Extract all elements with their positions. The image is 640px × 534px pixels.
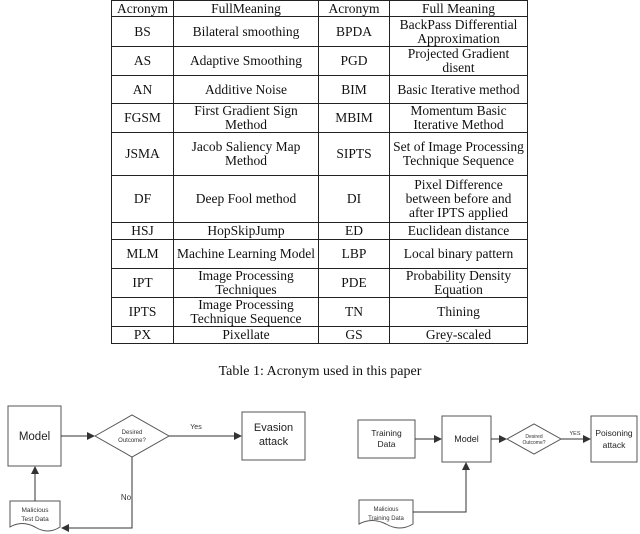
full-meaning-cell: Bilateral smoothing: [174, 17, 319, 47]
acronym-cell: MLM: [112, 240, 174, 269]
evasion-label-line1: Evasion: [253, 422, 294, 434]
table-caption: Table 1: Acronym used in this paper: [218, 364, 422, 379]
acronym-cell: DI: [319, 176, 390, 223]
acronym-cell: FGSM: [112, 104, 174, 133]
full-meaning-cell: HopSkipJump: [174, 223, 319, 240]
decision-label-line2: Outcome?: [522, 440, 546, 446]
table-row: [112, 76, 528, 104]
full-meaning-cell: Additive Noise: [174, 76, 319, 104]
decision-diamond: [95, 415, 169, 457]
decision-label-line1: Desired: [121, 430, 143, 436]
header-acronym-2: Acronym: [319, 1, 390, 17]
full-meaning-cell: Pixellate: [174, 327, 319, 344]
poisoning-label-line1: Poisoning: [595, 428, 633, 438]
full-meaning-cell: Euclidean distance: [390, 223, 528, 240]
full-meaning-cell: Grey-scaled: [390, 327, 528, 344]
acronym-cell: BPDA: [319, 17, 390, 47]
full-meaning-cell: Thining: [390, 298, 528, 327]
acronym-cell: IPT: [112, 269, 174, 298]
acronym-cell: JSMA: [112, 133, 174, 176]
poisoning-attack-box: [591, 416, 637, 462]
table-row: [112, 269, 528, 298]
acronym-cell: MBIM: [319, 104, 390, 133]
table-header-row: [112, 1, 528, 17]
full-meaning-cell: Basic Iterative method: [390, 76, 528, 104]
table-row: [112, 298, 528, 327]
acronym-cell: ED: [319, 223, 390, 240]
header-acronym-1: Acronym: [112, 1, 174, 17]
yes-label: Yes: [190, 424, 202, 431]
poisoning-attack-diagram: [358, 416, 637, 528]
acronym-cell: SIPTS: [319, 133, 390, 176]
input-label-line1: Malicious: [373, 507, 399, 513]
full-meaning-cell: Jacob Saliency Map Method: [174, 133, 319, 176]
header-full-meaning-2: Full Meaning: [390, 1, 528, 17]
input-label-line2: Training Data: [368, 516, 404, 522]
table-row: [112, 47, 528, 76]
full-meaning-cell: Projected Gradient disent: [390, 47, 528, 76]
input-label-line2: Test Data: [21, 516, 49, 523]
decision-label-line1: Desired: [525, 434, 543, 440]
full-meaning-cell: Image Processing Technique Sequence: [174, 298, 319, 327]
model-label: Model: [18, 431, 51, 443]
table-row: [112, 223, 528, 240]
input-label-line1: Malicious: [21, 507, 49, 514]
acronym-cell: AN: [112, 76, 174, 104]
acronym-cell: LBP: [319, 240, 390, 269]
full-meaning-cell: Deep Fool method: [174, 176, 319, 223]
malicious-training-data-shape: [359, 500, 413, 528]
acronym-cell: TN: [319, 298, 390, 327]
table-row: [112, 133, 528, 176]
table-row: [112, 17, 528, 47]
acronym-cell: BIM: [319, 76, 390, 104]
training-label-line1: Training: [371, 428, 402, 438]
model-label: Model: [454, 434, 479, 444]
full-meaning-cell: Pixel Difference between before and after IPTS applied: [390, 176, 528, 223]
full-meaning-cell: BackPass Differential Approximation: [390, 17, 528, 47]
acronym-cell: PGD: [319, 47, 390, 76]
acronym-cell: PX: [112, 327, 174, 344]
full-meaning-cell: Machine Learning Model: [174, 240, 319, 269]
evasion-label-line2: attack: [258, 436, 289, 448]
evasion-attack-diagram: [8, 406, 305, 531]
table-row: [112, 327, 528, 344]
attack-flow-diagrams: [0, 384, 640, 534]
poisoning-label-line2: attack: [602, 440, 626, 450]
acronym-table: [111, 0, 528, 344]
acronym-cell: AS: [112, 47, 174, 76]
full-meaning-cell: Set of Image Processing Technique Sequence: [390, 133, 528, 176]
full-meaning-cell: Momentum Basic Iterative Method: [390, 104, 528, 133]
full-meaning-cell: First Gradient Sign Method: [174, 104, 319, 133]
yes-label: YES: [569, 431, 581, 437]
acronym-cell: BS: [112, 17, 174, 47]
table-row: [112, 176, 528, 223]
full-meaning-cell: Local binary pattern: [390, 240, 528, 269]
table-row: [112, 240, 528, 269]
full-meaning-cell: Adaptive Smoothing: [174, 47, 319, 76]
malicious-to-model-arrow: [413, 463, 466, 512]
acronym-cell: GS: [319, 327, 390, 344]
decision-label-line2: Outcome?: [118, 438, 146, 444]
full-meaning-cell: Image Processing Techniques: [174, 269, 319, 298]
acronym-cell: HSJ: [112, 223, 174, 240]
acronym-cell: DF: [112, 176, 174, 223]
table-row: [112, 104, 528, 133]
acronym-cell: PDE: [319, 269, 390, 298]
acronym-cell: IPTS: [112, 298, 174, 327]
full-meaning-cell: Probability Density Equation: [390, 269, 528, 298]
no-label: No: [120, 493, 132, 502]
training-label-line2: Data: [377, 439, 396, 449]
header-full-meaning-1: FullMeaning: [174, 1, 319, 17]
